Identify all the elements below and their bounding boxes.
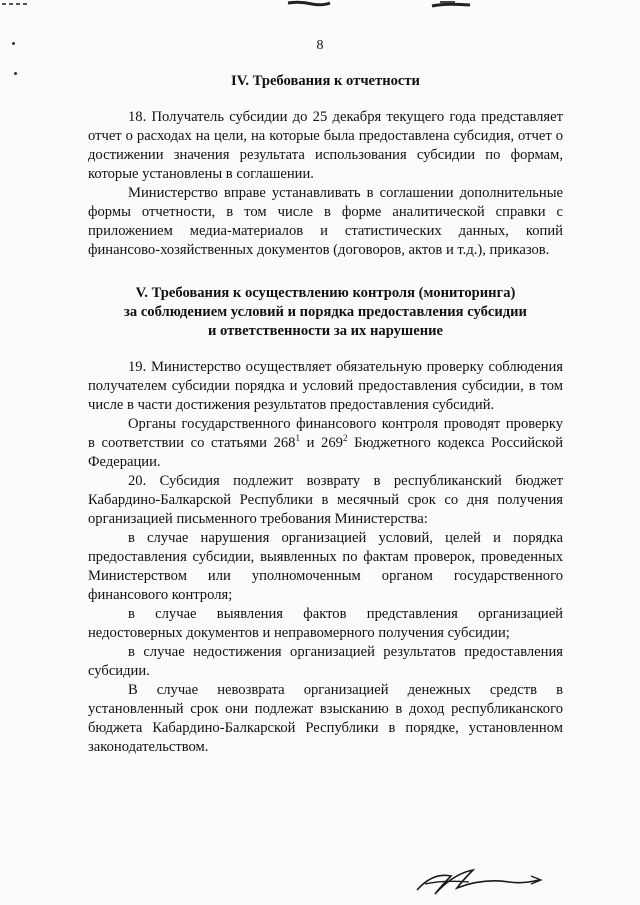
case-item: в случае выявления фактов представления организацией недостоверных документов и неправомерного получения субсидии; <box>88 606 563 641</box>
section-5-title <box>88 284 563 341</box>
paragraph-nonreturn: В случае невозврата организацией денежных средств в установленный срок они подлежат взысканию в доход республиканского бюджета Кабардино-Балкарской Республики в порядке, установленном законодательством. <box>88 682 563 755</box>
section-5-title-line: V. Требования к осуществлению контроля (мониторинга) <box>135 285 516 301</box>
scan-artifact-top <box>0 0 640 16</box>
control-text-middle: и 269 <box>299 435 343 451</box>
section-4-title: IV. Требования к отчетности <box>231 73 420 89</box>
paragraph-18: 18. Получатель субсидии до 25 декабря текущего года представляет отчет о расходах на цели, на которые была предоставлена субсидия, отчет о достижении значения результата использования субсидии по формам, которые установлены в соглашении. <box>88 109 563 182</box>
control-text-before: Органы государственного финансового контроля проводят проверку в соответствии со статьями 268 <box>88 416 563 451</box>
paragraph-20: 20. Субсидия подлежит возврату в республиканский бюджет Кабардино-Балкарской Республики в месячный срок со дня получения организацией письменного требования Министерства: <box>88 473 563 527</box>
footnote-sup-2: 2 <box>342 433 348 444</box>
signature-mark <box>413 860 545 900</box>
page-number: 8 <box>316 38 324 53</box>
scan-speck <box>14 72 17 75</box>
paragraph-control-bodies <box>88 415 563 472</box>
footnote-sup-1: 1 <box>295 433 300 444</box>
paragraph-additional-forms: Министерство вправе устанавливать в соглашении дополнительные формы отчетности, в том числе в форме аналитической справки с приложением медиа-материалов и статистических данных, копий финансово-хозяйственных документов (договоров, актов и т.д.), приказов. <box>88 185 563 258</box>
paragraph-19: 19. Министерство осуществляет обязательную проверку соблюдения получателем субсидии порядка и условий предоставления субсидии, в том числе в части достижения результатов предоставления субсидий. <box>88 359 563 413</box>
control-text-after: Бюджетного кодекса Российской Федерации. <box>88 435 563 470</box>
section-5-title-line: за соблюдением условий и порядка предоставления субсидии <box>124 304 527 320</box>
document-body <box>88 72 563 757</box>
case-item: в случае нарушения организацией условий, целей и порядка предоставления субсидии, выявленных по фактам проверок, проведенных Министерством или уполномоченным органом государственного финансового контроля; <box>88 530 563 603</box>
section-5-title-line: и ответственности за их нарушение <box>207 323 444 339</box>
case-item: в случае недостижения организацией результатов предоставления субсидии. <box>88 644 563 679</box>
